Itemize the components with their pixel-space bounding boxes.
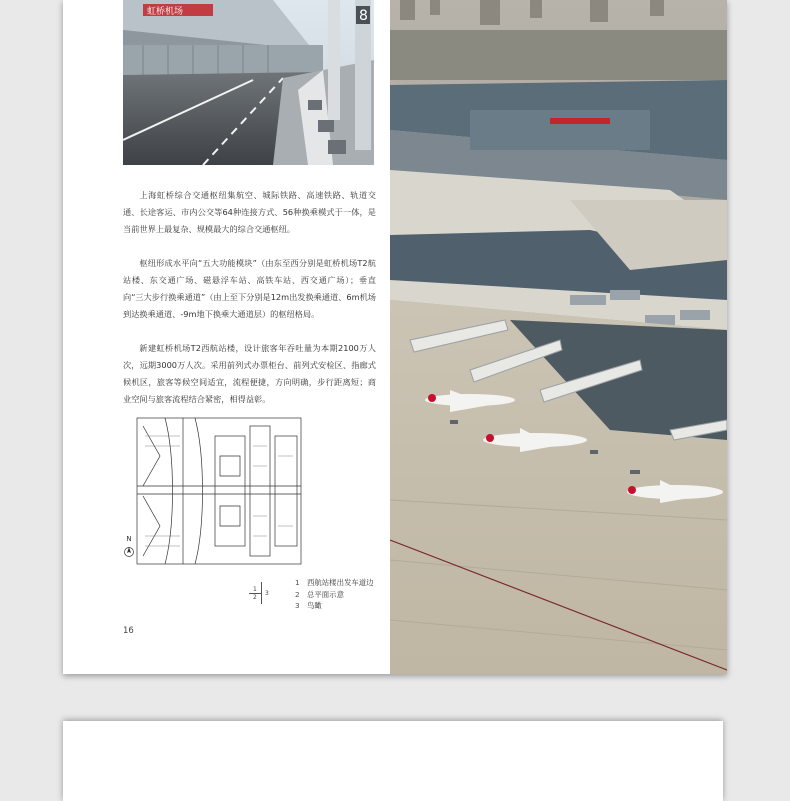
- grid-num-3: 3: [265, 590, 269, 597]
- figure-captions: [295, 577, 374, 612]
- site-plan-drawing: [135, 416, 303, 566]
- north-arrow-icon: [123, 546, 135, 558]
- next-page: [63, 721, 723, 801]
- caption-row: 1 西航站楼出发车道边: [295, 578, 374, 587]
- document-page: [63, 0, 727, 674]
- paragraph-intro: 上海虹桥综合交通枢纽集航空、城际铁路、高速铁路、轨道交通、长途客运、市内公交等64种连接方式、56种换乘模式于一体，是当前世界上最复杂、规模最大的综合交通枢纽。: [123, 190, 376, 234]
- grid-num-2: 2: [253, 594, 257, 601]
- caption-row: 2 总平面示意: [295, 589, 344, 599]
- north-arrow: [123, 535, 135, 557]
- grid-divider: [261, 582, 262, 604]
- grid-num-1: 1: [253, 586, 257, 593]
- north-label: N: [126, 535, 132, 543]
- caption-row: 3 鸟瞰: [295, 601, 322, 610]
- gate-number-sign: 8: [359, 8, 368, 24]
- departure-curbside-photo: [123, 0, 374, 165]
- terminal-sign-text: 虹桥机场: [147, 7, 184, 17]
- page-number: 16: [123, 626, 134, 636]
- paragraph-layout: 枢纽形成水平向“五大功能模块”（由东至西分别是虹桥机场T2航站楼、东交通广场、磁悬浮车站、高铁车站、西交通广场）；垂直向“三大步行换乘通道”（由上至下分别是12m出发换乘通道、6m机场到达换乘通道、-9m地下换乘大通道层）的枢纽格局。: [123, 258, 376, 319]
- aerial-view-photo: [390, 0, 727, 674]
- paragraph-terminal: 新建虹桥机场T2西航站楼，设计旅客年吞吐量为本期2100万人次，远期3000万人次。采用前列式办票柜台、前列式安检区、指廊式候机区，旅客等候空间适宜，流程便捷，方向明确，步行距离短；商业空间与旅客流程结合紧密，相得益彰。: [123, 343, 376, 404]
- grid-divider-h: [249, 593, 261, 594]
- caption-layout-grid: [253, 580, 269, 604]
